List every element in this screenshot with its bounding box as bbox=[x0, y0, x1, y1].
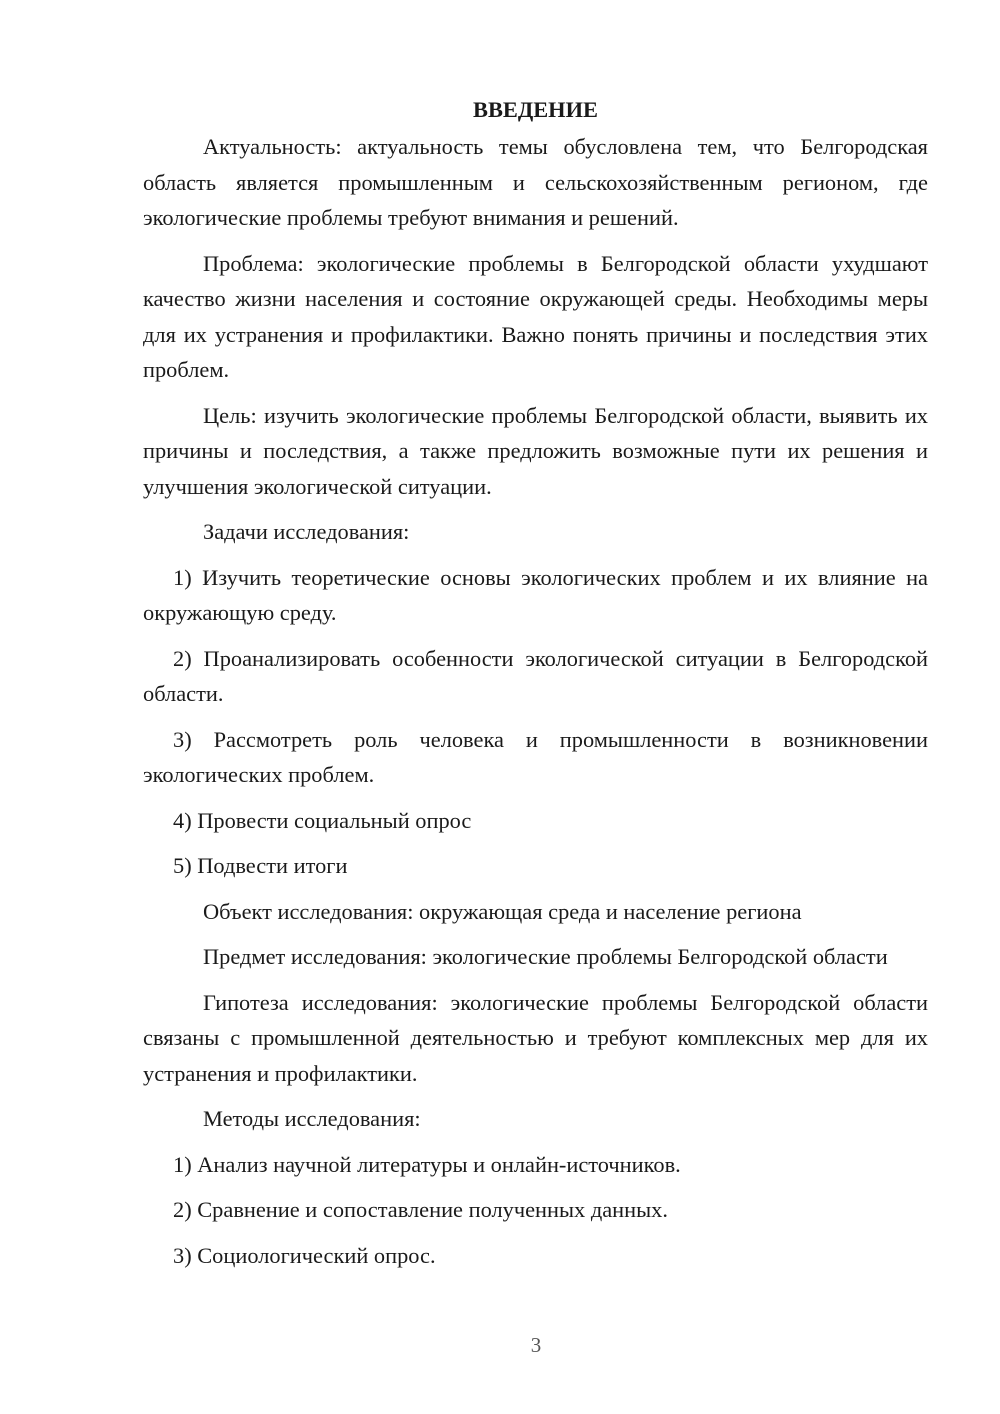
paragraph-goal: Цель: изучить экологические проблемы Белгородской области, выявить их причины и последствия, а также предложить возможные пути их решения и улучшения экологической ситуации. bbox=[143, 402, 928, 499]
page-content bbox=[143, 92, 928, 1283]
page-title: ВВЕДЕНИЕ bbox=[473, 97, 598, 122]
method-item-3: 3) Социологический опрос. bbox=[173, 1242, 436, 1268]
task-item-5: 5) Подвести итоги bbox=[173, 853, 348, 878]
research-object: Объект исследования: окружающая среда и население региона bbox=[203, 898, 802, 924]
task-item-2: 2) Проанализировать особенности экологической ситуации в Белгородской области. bbox=[143, 645, 928, 706]
task-item-4: 4) Провести социальный опрос bbox=[173, 807, 472, 833]
method-item-2: 2) Сравнение и сопоставление полученных данных. bbox=[173, 1197, 668, 1222]
methods-heading: Методы исследования: bbox=[203, 1106, 421, 1131]
task-item-3: 3) Рассмотреть роль человека и промышленности в возникновении экологических проблем. bbox=[143, 726, 928, 787]
research-hypothesis: Гипотеза исследования: экологические проблемы Белгородской области связаны с промышленной деятельностью и требуют комплексных мер для их устранения и профилактики. bbox=[143, 989, 928, 1086]
method-item-1: 1) Анализ научной литературы и онлайн-источников. bbox=[173, 1151, 681, 1177]
paragraph-relevance: Актуальность: актуальность темы обусловлена тем, что Белгородская область является промышленным и сельскохозяйственным регионом, где экологические проблемы требуют внимания и решений. bbox=[143, 134, 928, 230]
paragraph-problem: Проблема: экологические проблемы в Белгородской области ухудшают качество жизни населения и состояние окружающей среды. Необходимы меры для их устранения и профилактики. Важно понять причины и последствия этих проблем. bbox=[143, 250, 928, 382]
tasks-heading: Задачи исследования: bbox=[203, 519, 410, 544]
task-item-1: 1) Изучить теоретические основы экологических проблем и их влияние на окружающую среду. bbox=[143, 564, 928, 625]
page-number: 3 bbox=[530, 1333, 542, 1357]
research-subject: Предмет исследования: экологические проблемы Белгородской области bbox=[203, 944, 888, 969]
